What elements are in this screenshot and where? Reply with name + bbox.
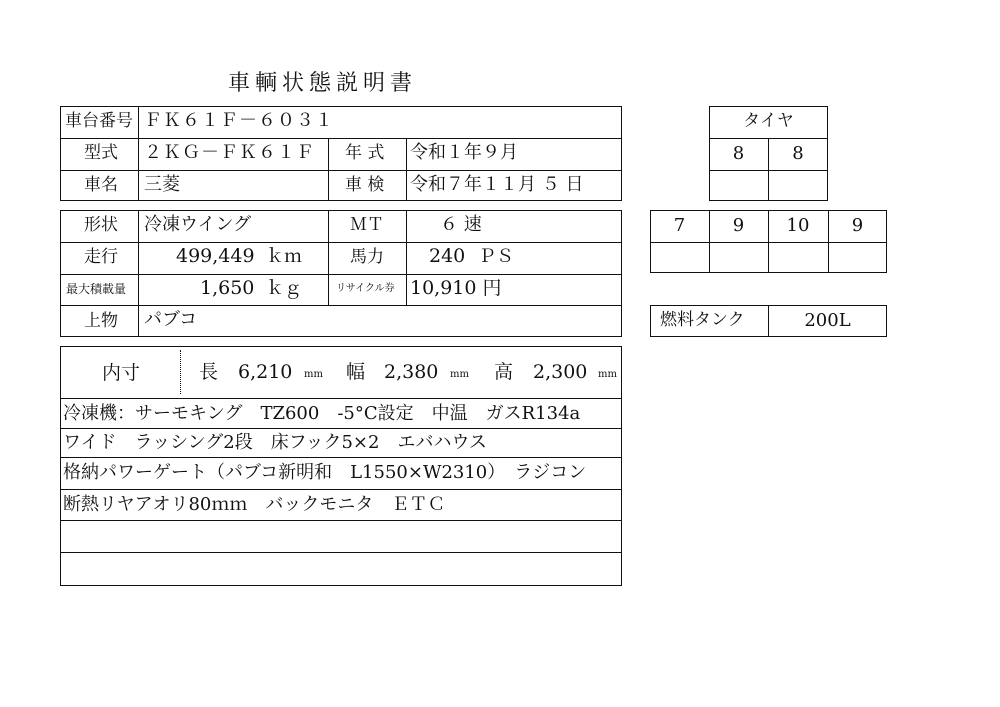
vehicle-name-label: 車名 bbox=[84, 175, 118, 195]
inspection-label: 車 検 bbox=[345, 175, 385, 195]
shape-value: 冷凍ウイング bbox=[144, 214, 252, 235]
height-value: 2,300 bbox=[533, 361, 588, 383]
year-label: 年 式 bbox=[345, 143, 385, 163]
page-title: 車輌状態説明書 bbox=[228, 71, 418, 96]
horsepower-label: 馬力 bbox=[350, 247, 384, 267]
vehicle-name-value: 三菱 bbox=[144, 174, 180, 195]
length-value: 6,210 bbox=[238, 361, 293, 383]
tire-front-right: 8 bbox=[792, 143, 804, 164]
mileage-value: 499,449 bbox=[176, 245, 255, 267]
mileage-label: 走行 bbox=[84, 247, 118, 267]
fuel-tank-label: 燃料タンク bbox=[660, 310, 745, 330]
note-line: 断熱リヤアオリ80ｍｍ バックモニタ ＥＴＣ bbox=[63, 494, 446, 515]
recycle-fee-value: 10,910 円 bbox=[410, 277, 502, 299]
note-line: 格納パワーゲート（パブコ新明和 L1550×W2310） ラジコン bbox=[63, 462, 587, 483]
model-label: 型式 bbox=[84, 143, 118, 163]
width-label: 幅 bbox=[346, 361, 366, 383]
horsepower-value: 240 bbox=[429, 245, 466, 267]
length-label: 長 bbox=[199, 361, 219, 383]
tire-rear-4: 9 bbox=[851, 215, 864, 236]
height-label: 高 bbox=[494, 361, 514, 383]
width-value: 2,380 bbox=[384, 361, 439, 383]
model-value: ２ＫＧ－ＦＫ６１Ｆ bbox=[144, 142, 315, 163]
note-line: ワイド ラッシング2段 床フック5×2 エバハウス bbox=[63, 432, 487, 453]
shape-label: 形状 bbox=[84, 215, 118, 235]
width-unit: mm bbox=[450, 369, 469, 380]
tire-rear-1: 7 bbox=[673, 215, 686, 236]
inner-dimensions-label: 内寸 bbox=[102, 362, 141, 384]
chassis-number-value: ＦＫ６１Ｆ－６０３１ bbox=[144, 110, 334, 131]
tire-title: タイヤ bbox=[743, 111, 794, 131]
mileage-unit: ｋｍ bbox=[266, 246, 302, 267]
payload-label: 最大積載量 bbox=[66, 282, 127, 296]
height-unit: mm bbox=[598, 369, 617, 380]
note-line: 冷凍機：サーモキング TZ600 -5°C設定 中温 ガスR134a bbox=[63, 403, 581, 424]
chassis-number-label: 車台番号 bbox=[65, 111, 133, 131]
body-builder-label: 上物 bbox=[84, 311, 118, 331]
transmission-label: ＭＴ bbox=[350, 215, 384, 235]
payload-unit: ｋｇ bbox=[266, 278, 302, 299]
transmission-value: ６ 速 bbox=[440, 214, 482, 235]
tire-rear-2: 9 bbox=[732, 215, 745, 236]
year-value: 令和１年９月 bbox=[410, 142, 518, 163]
inspection-value: 令和７年１１月 ５ 日 bbox=[410, 174, 584, 195]
horsepower-unit: ＰＳ bbox=[478, 246, 514, 267]
recycle-fee-label: リサイクル券 bbox=[336, 283, 395, 294]
tire-front-left: 8 bbox=[732, 143, 745, 164]
tire-rear-3: 10 bbox=[786, 215, 810, 236]
length-unit: mm bbox=[304, 369, 323, 380]
body-builder-value: パブコ bbox=[144, 309, 198, 330]
fuel-tank-value: 200L bbox=[804, 310, 851, 331]
payload-value: 1,650 bbox=[200, 277, 255, 299]
